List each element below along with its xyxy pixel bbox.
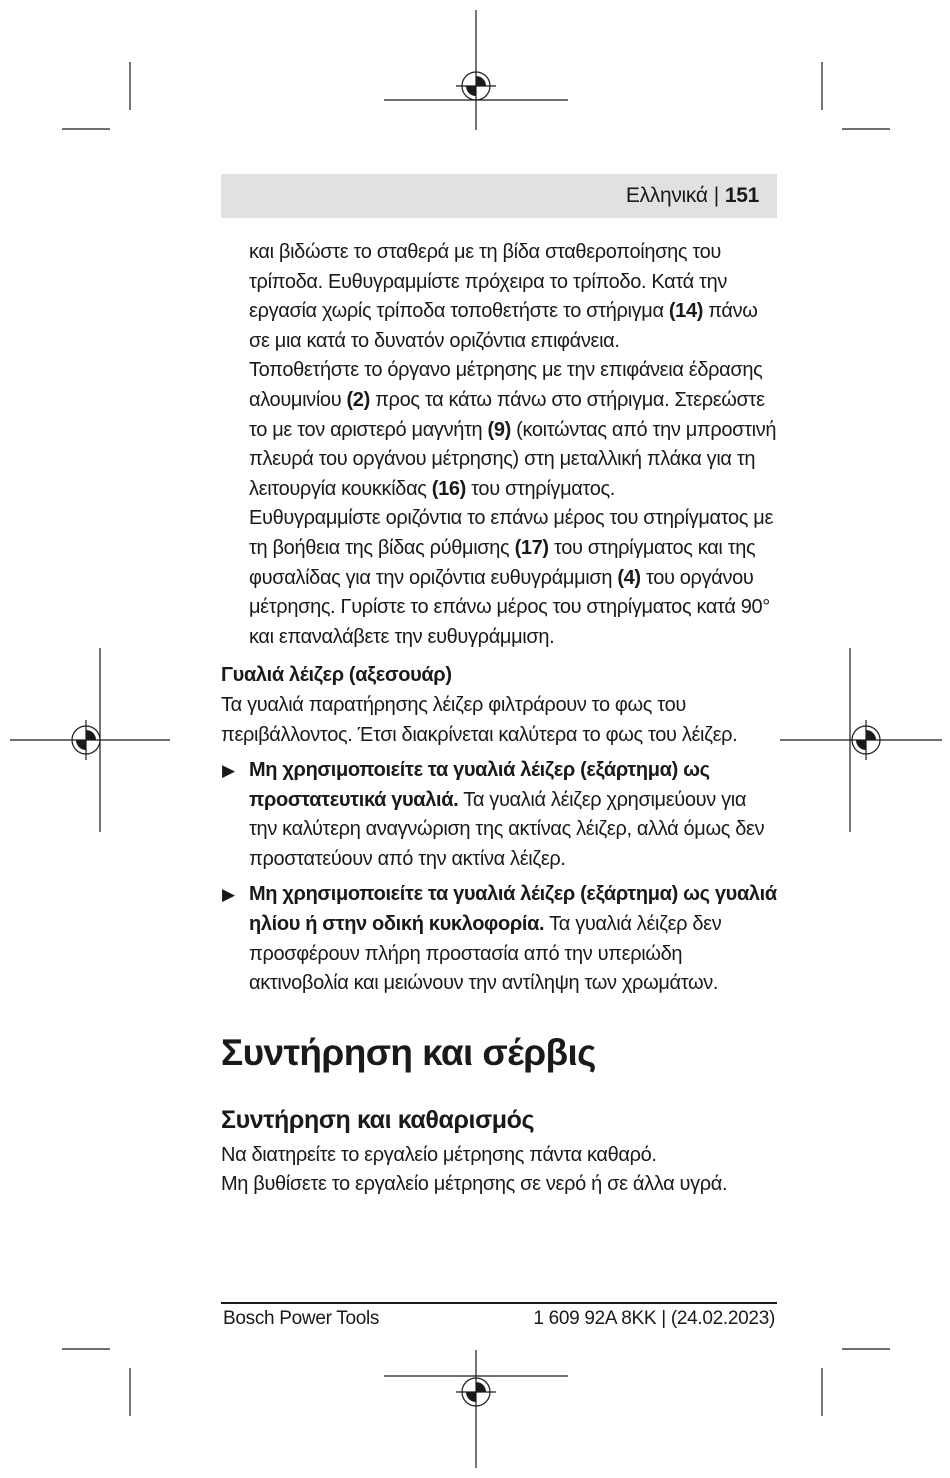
page-body — [221, 238, 777, 1200]
laser-glasses-text: Τα γυαλιά παρατήρησης λέιζερ φιλτράρουν το φως του περιβάλλοντος. Έτσι διακρίνεται καλύτερα το φως του λέιζερ. — [221, 693, 738, 746]
ref-2: (2) — [346, 388, 370, 411]
page-header — [221, 174, 777, 218]
mount-paragraph: Τοποθετήστε το όργανο μέτρησης με την επιφάνεια έδρασης αλουμινίου (2) προς τα κάτω πάνω στο στήριγμα. Στερεώστε το με τον αριστερό μαγνήτη (9) (κοιτώντας από την μπροστινή πλευρά του οργάνου μέτρησης) στη μεταλλική πλάκα για τη λειτουργία κουκκίδας (16) του στηρίγματος. — [249, 359, 777, 500]
maintenance-line-2: Μη βυθίσετε το εργαλείο μέτρησης σε νερό ή σε άλλα υγρά. — [221, 1173, 728, 1196]
subsection-heading: Συντήρηση και καθαρισμός — [221, 1105, 535, 1134]
tripod-paragraph: και βιδώστε το σταθερά με τη βίδα σταθεροποίησης του τρίποδα. Ευθυγραμμίστε πρόχειρα το τρίποδο. Κατά την εργασία χωρίς τρίποδα τοποθετήστε το στήριγμα (14) πάνω σε μια κατά το δυνατόν οριζόντια επιφάνεια. — [249, 241, 758, 352]
ref-16: (16) — [431, 477, 466, 500]
footer-doc-number: 1 609 92A 8KK | (24.02.2023) — [533, 1308, 775, 1329]
warning-bullet: ▶ Μη χρησιμοποιείτε τα γυαλιά λέιζερ (εξάρτημα) ως γυαλιά ηλίου ή στην οδική κυκλοφορία. Τα γυαλιά λέιζερ δεν προσφέρουν πλήρη προστασία από την υπεριώδη ακτινοβολία και μειώνουν την αντίληψη των χρωμάτων. — [221, 880, 777, 998]
registration-mark-top — [384, 10, 568, 130]
ref-17: (17) — [514, 536, 549, 559]
maintenance-line-1: Να διατηρείτε το εργαλείο μέτρησης πάντα καθαρό. — [221, 1143, 657, 1166]
warning-bullet: ▶ Μη χρησιμοποιείτε τα γυαλιά λέιζερ (εξάρτημα) ως προστατευτικά γυαλιά. Τα γυαλιά λέιζερ χρησιμεύουν για την καλύτερη αναγνώριση της ακτίνας λέιζερ, αλλά όμως δεν προστατεύουν από την ακτίνα λέιζερ. — [221, 756, 777, 874]
bullet-arrow-icon: ▶ — [222, 885, 235, 905]
ref-14: (14) — [668, 300, 704, 323]
footer-brand: Bosch Power Tools — [223, 1308, 380, 1329]
registration-mark-bottom — [384, 1350, 568, 1468]
page-footer — [223, 1305, 775, 1333]
section-heading: Συντήρηση και σέρβις — [221, 1031, 596, 1073]
page-number: 151 — [724, 184, 759, 207]
bullet-arrow-icon: ▶ — [222, 761, 235, 781]
laser-glasses-heading: Γυαλιά λέιζερ (αξεσουάρ) — [221, 664, 452, 687]
header-language: Ελληνικά — [625, 184, 708, 207]
ref-4: (4) — [617, 566, 641, 589]
align-paragraph: Ευθυγραμμίστε οριζόντια το επάνω μέρος του στηρίγματος με τη βοήθεια της βίδας ρύθμισης (17) του στηρίγματος και της φυσαλίδας για την οριζόντια ευθυγράμμιση (4) του οργάνου μέτρησης. Γυρίστε το επάνω μέρος του στηρίγματος κατά 90° και επαναλάβετε την ευθυγράμμιση. — [249, 507, 774, 648]
ref-9: (9) — [487, 418, 511, 441]
footer-rule — [221, 1302, 777, 1304]
header-separator: | — [713, 184, 719, 207]
